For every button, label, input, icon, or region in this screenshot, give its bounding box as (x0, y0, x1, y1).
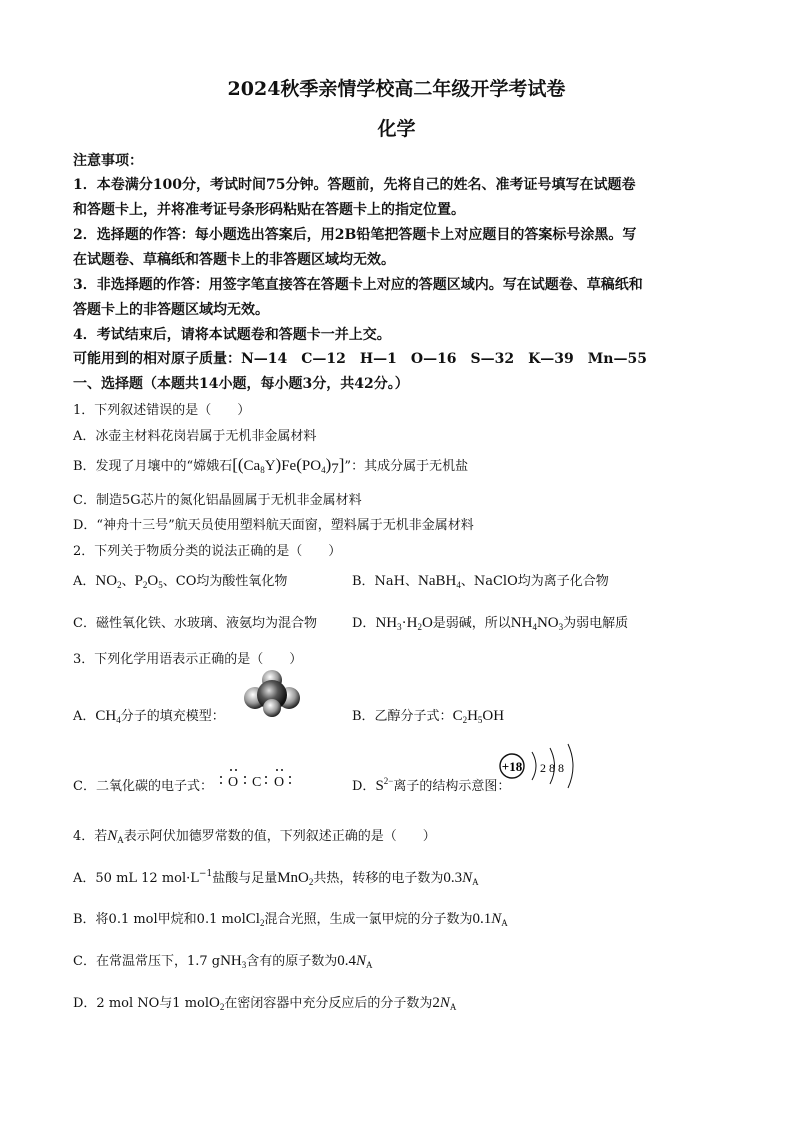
q4-option-b: B．将0.1 mol甲烷和0.1 molCl$_2$混合光照，生成一氯甲烷的分子数为$0.1N_A$ (73, 911, 508, 928)
q1-option-d: D．“神舟十三号”航天员使用塑料航天面窗，塑料属于无机非金属材料 (73, 518, 474, 533)
q4-stem: 4．若$N_A$表示阿伏加德罗常数的值，下列叙述正确的是（ ） (73, 828, 436, 845)
section-heading: 一、选择题（本题共14小题，每小题3分，共42分。） (73, 376, 409, 392)
q1-stem: 1．下列叙述错误的是（ ） (73, 403, 251, 418)
q1-option-c: C．制造5G芯片的氮化铝晶圆属于无机非金属材料 (73, 493, 362, 508)
sulfide-ion-structure-diagram (494, 742, 594, 790)
q4-option-a: A．50 mL 12 $mol\cdot L^{-1}$盐酸与足量MnO$_2$共热，转移的电子数为$0.3N_A$ (73, 869, 479, 887)
q3-option-b: B．乙醇分子式：$C_2H_5OH$ (352, 708, 505, 725)
q3-option-a: A．$CH_4$分子的填充模型： (73, 708, 225, 725)
subject-title: 化学 (377, 118, 416, 140)
q2-option-a: A．$NO_2$、$P_2O_5$、CO均为酸性氧化物 (73, 573, 288, 590)
atomic-masses: 可能用到的相对原子质量：N—14 C—12 H—1 O—16 S—32 K—39 Mn—55 (73, 351, 647, 367)
note-1b: 和答题卡上，并将准考证号条形码粘贴在答题卡上的指定位置。 (73, 202, 465, 218)
methane-space-filling-model-icon (243, 668, 301, 718)
note-1a: 1．本卷满分100分，考试时间75分钟。答题前，先将自己的姓名、准考证号填写在试题卷 (73, 177, 636, 193)
q3-option-c: C．二氧化碳的电子式： (73, 779, 213, 794)
svg-text:O: O (228, 775, 239, 790)
notes-heading: 注意事项： (73, 153, 143, 169)
q3-stem: 3．下列化学用语表示正确的是（ ） (73, 652, 303, 667)
electron-shells: 2 8 8 (540, 761, 564, 775)
note-3a: 3．非选择题的作答：用签字笔直接答在答题卡上对应的答题区域内。写在试题卷、草稿纸和 (73, 277, 643, 293)
q2-option-c: C．磁性氧化铁、水玻璃、液氨均为混合物 (73, 616, 317, 631)
note-3b: 答题卡上的非答题区域均无效。 (73, 302, 269, 318)
q2-option-d: D．$NH_3\cdot H_2O$是弱碱，所以$NH_4NO_3$为弱电解质 (352, 615, 629, 632)
q1-option-a: A．冰壶主材料花岗岩属于无机非金属材料 (73, 429, 317, 444)
note-2b: 在试题卷、草稿纸和答题卡上的非答题区域均无效。 (73, 252, 395, 268)
q2-option-b: B．NaH、NaBH$_4$、NaClO均为离子化合物 (352, 573, 609, 590)
note-4: 4．考试结束后，请将本试题卷和答题卡一并上交。 (73, 327, 391, 343)
q2-stem: 2．下列关于物质分类的说法正确的是（ ） (73, 544, 342, 559)
q1-option-b: B．发现了月壤中的“嫦娥石$[(Ca_8Y)Fe(PO_4)_7]$”：其成分属于无机盐 (73, 455, 469, 477)
nucleus-charge: +18 (501, 759, 523, 774)
svg-text:C: C (252, 775, 262, 790)
co2-electron-formula (214, 765, 294, 793)
q4-option-d: D．2 mol NO与1 molO$_2$在密闭容器中充分反应后的分子数为$2N_A$ (73, 995, 457, 1012)
exam-title: 2024秋季亲情学校高二年级开学考试卷 (227, 78, 566, 100)
note-2a: 2．选择题的作答：每小题选出答案后，用2B铅笔把答题卡上对应题目的答案标号涂黑。写 (73, 227, 637, 243)
svg-text:O: O (274, 775, 285, 790)
q3-option-d: D．$S^{2-}$离子的结构示意图： (352, 776, 511, 794)
q4-option-c: C．在常温常压下，1.7 gNH$_3$含有的原子数为$0.4N_A$ (73, 953, 373, 970)
